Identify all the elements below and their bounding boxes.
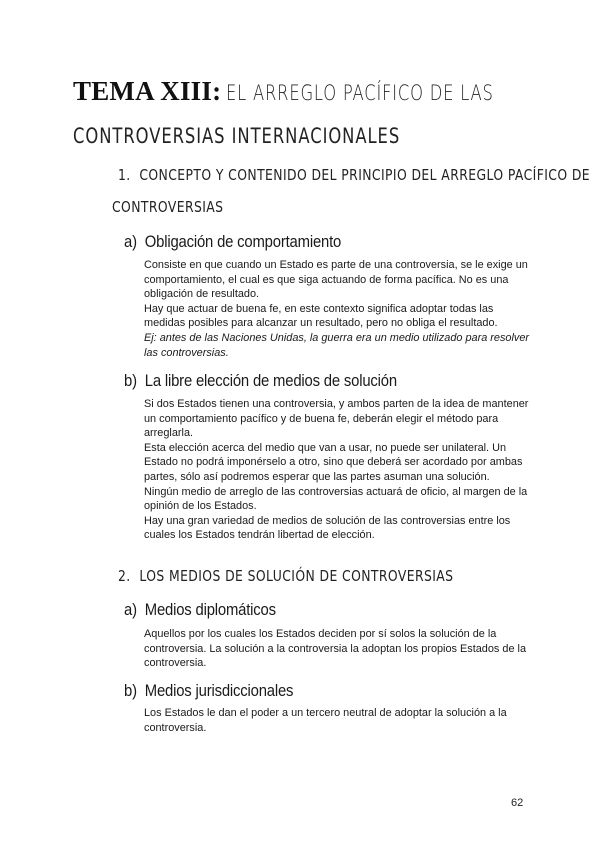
example-note: Ej: antes de las Naciones Unidas, la guerra era un medio utilizado para resolver las controversias. (144, 331, 530, 359)
chapter-title-text: EL ARREGLO PACÍFICO DE LAS (226, 81, 494, 105)
subsection-2b-heading (124, 682, 293, 701)
chapter-title-number: TEMA XIII: (73, 76, 222, 106)
paragraph: Esta elección acerca del medio que van a usar, no puede ser unilateral. Un Estado no podrá imponérselo a otro, sino que deberá ser acordado por ambas partes, sólo así podremos esperar que las partes asuman una solución. (144, 441, 523, 483)
subsection-1a-heading (124, 233, 341, 252)
subsection-2b-body (144, 706, 529, 735)
subsection-2a-marker: a) (124, 601, 137, 619)
paragraph: Si dos Estados tienen una controversia, y ambos parten de la idea de mantener un comportamiento pacífico y de buena fe, deberán elegir el método para arreglarla. (144, 398, 529, 440)
section-2-number: 2. (118, 567, 131, 585)
section-1-heading (118, 166, 590, 184)
subsection-2b-marker: b) (124, 682, 137, 700)
section-2-heading-text: LOS MEDIOS DE SOLUCIÓN DE CONTROVERSIAS (139, 567, 454, 585)
section-1-heading-continuation: CONTROVERSIAS (112, 198, 224, 216)
subsection-1a-marker: a) (124, 233, 137, 251)
subsection-2a-heading (124, 601, 276, 620)
chapter-title (73, 76, 569, 107)
section-1-heading-text: CONCEPTO Y CONTENIDO DEL PRINCIPIO DEL ARREGLO PACÍFICO DE (139, 166, 591, 184)
section-2-heading (118, 567, 453, 585)
paragraph: Ningún medio de arreglo de las controversias actuará de oficio, al margen de la opinión de los Estados. (144, 485, 528, 513)
paragraph: Consiste en que cuando un Estado es parte de una controversia, se le exige un comportamiento, el cual es que siga actuando de forma pacífica. No es una obligación de resultado. (144, 259, 528, 301)
subsection-2b-title: Medios jurisdiccionales (144, 682, 294, 700)
section-1-number: 1. (118, 166, 131, 184)
subsection-2a-title: Medios diplomáticos (144, 601, 276, 619)
subsection-1b-marker: b) (124, 372, 137, 390)
subsection-1a-title: Obligación de comportamiento (144, 233, 342, 251)
subsection-1b-title: La libre elección de medios de solución (144, 372, 397, 390)
subsection-1a-body (144, 258, 529, 360)
page-number: 62 (511, 797, 524, 809)
subsection-2a-body (144, 627, 529, 671)
paragraph: Hay una gran variedad de medios de solución de las controversias entre los cuales los Estados tendrán libertad de elección. (144, 514, 511, 542)
paragraph: Los Estados le dan el poder a un tercero neutral de adoptar la solución a la controversia. (144, 707, 507, 734)
paragraph: Hay que actuar de buena fe, en este contexto significa adoptar todas las medidas posibles para alcanzar un resultado, pero no obliga el resultado. (144, 302, 498, 330)
subsection-1b-body (144, 397, 529, 543)
subsection-1b-heading (124, 372, 397, 391)
paragraph: Aquellos por los cuales los Estados deciden por sí solos la solución de la controversia. La solución a la controversia la adoptan los propios Estados de la controversia. (144, 628, 527, 670)
chapter-title-continuation: CONTROVERSIAS INTERNACIONALES (73, 124, 401, 148)
